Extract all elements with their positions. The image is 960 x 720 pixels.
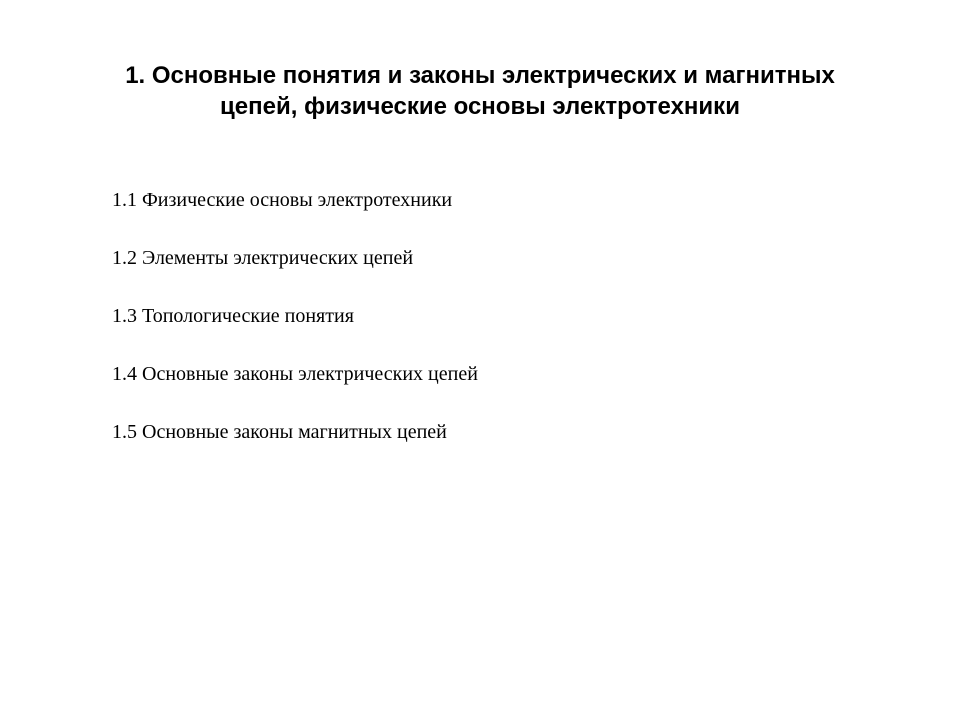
slide-title-line-1: 1. Основные понятия и законы электрических и магнитных (125, 62, 835, 89)
topic-item-1-1: 1.1 Физические основы электротехники (112, 189, 453, 211)
slide-title-line-2: цепей, физические основы электротехники (220, 93, 740, 120)
topic-item-1-3: 1.3 Топологические понятия (112, 305, 354, 327)
topic-list (112, 186, 478, 476)
topic-item-1-2: 1.2 Элементы электрических цепей (112, 247, 414, 269)
slide-title (60, 60, 900, 122)
topic-item-1-5: 1.5 Основные законы магнитных цепей (112, 421, 447, 443)
topic-item-1-4: 1.4 Основные законы электрических цепей (112, 363, 478, 385)
